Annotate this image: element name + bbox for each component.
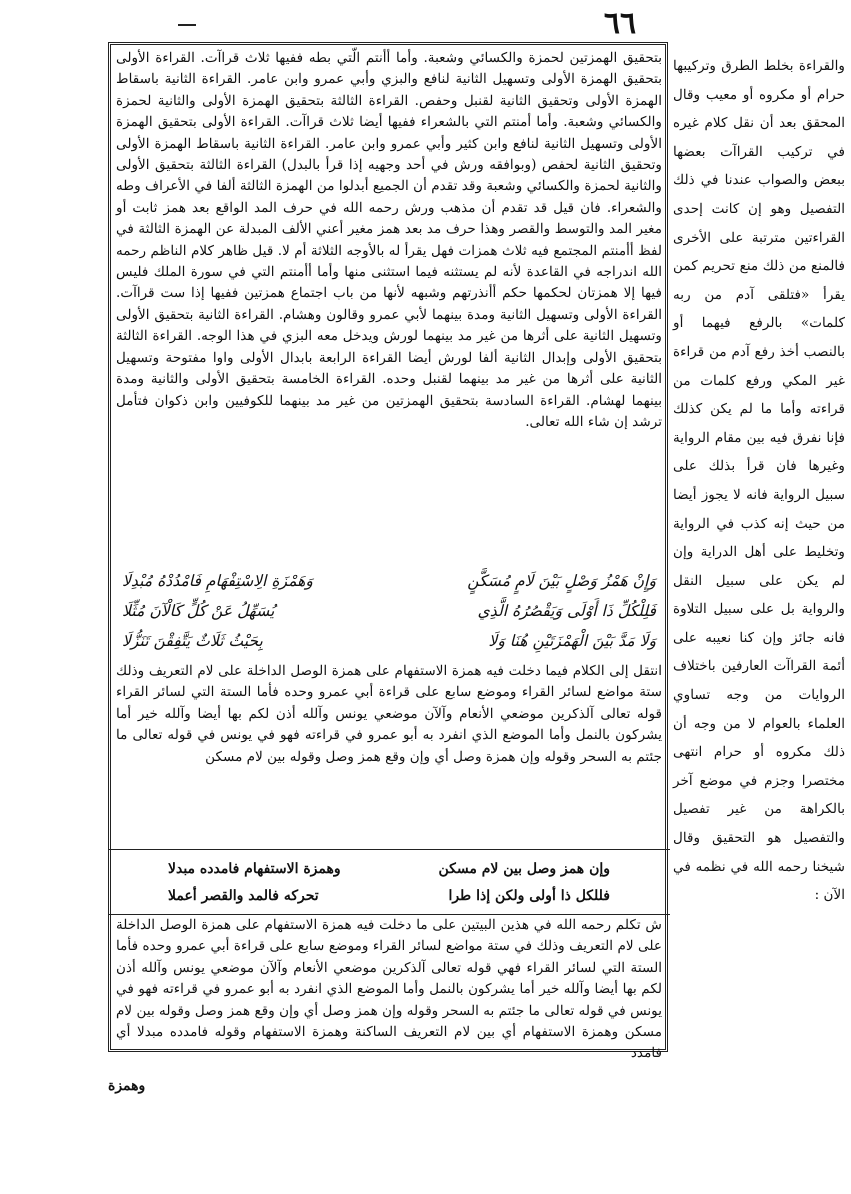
commentary-hemistich-left: وهمزة الاستفهام فامدده مبدلا [168,861,341,877]
main-paragraph-2: انتقل إلى الكلام فيما دخلت فيه همزة الاستفهام على همزة الوصل الداخلة على لام التعريف وذلك ستة مواضع لسائر القراء وموضع سابع على قراءة أبي عمرو وحده فأما الستة التي لسائر القراء قوله تعالى آلذكرين موضعي الأنعام وآلآن موضعي يونس وآلله أذن لكم بها أيضا وآلله خير أما يشركون بالنمل وأما الموضع الذي انفرد به أبو عمرو في قراءته فهو في يونس في قوله تعالى ما جئتم به السحر وقوله وإن همزة وصل أي وإن وقع همز وصل وقوله بين لام مسكن [116,663,662,765]
verse-line [116,596,662,626]
commentary-hemistich-right: وإن همز وصل بين لام مسكن [438,861,610,877]
verse-hemistich-right: فَلِلْكُلِّ ذَا أَوْلَى وَيَقْصُرُهُ الَّذِي [477,602,656,620]
catchword: وهمزة [108,1078,146,1094]
top-mark [178,24,196,26]
verse-line [116,626,662,656]
page-number: ٦٦ [603,6,637,41]
commentary-verse-line [168,856,610,883]
commentary-hemistich-right: فللكل ذا أولى ولكن إذا طرا [448,888,610,904]
verse-hemistich-right: وَإِنْ هَمْزُ وَصْلٍ بَيْنَ لَامٍ مُسَكَّنٍ [467,572,656,590]
verse-line [116,566,662,596]
verse-hemistich-left: يُسَهِّلُ عَنْ كُلٍّ كَالْآنَ مُثِّلَا [122,602,275,620]
commentary-verse-line [168,883,610,910]
verse-hemistich-right: وَلَا مَدَّ بَيْنَ الْهَمْزَتَيْنِ هُنَا وَلَا [488,632,656,650]
main-column [116,48,662,1062]
verse-hemistich-left: بِحَيْثُ ثَلَاثٌ يَتَّفِقْنَ تَنَزُّلَا [122,632,263,650]
margin-note-column: والقراءة بخلط الطرق وتركيبها حرام أو مكروه أو معيب وقال المحقق بعد أن نقل كلام غيره في تركيب القراآت بعضها ببعض والصواب عندنا في ذلك التفصيل وهو إن كانت إحدى القراءتين مترتبة على الأخرى فالمنع من ذلك منع تحريم كمن يقرأ «فتلقى آدم من ربه كلمات» بالرفع فيهما أو بالنصب أخذ رفع آدم من قراءة غير المكي ورفع كلمات من قراءته وأما ما لم يكن كذلك فإنا نفرق فيه بين مقام الرواية وغيرها فان قرأ بذلك على سبيل الرواية فانه لا يجوز أيضا من حيث إنه كذب في الرواية وتخليط على أهل الدراية وإن لم يكن على سبيل النقل والرواية بل على سبيل التلاوة فانه جائز وإن كنا نعيبه على أئمة القراآت العارفين باختلاف الروايات من وجه تساوي العلماء بالعوام لا من وجه أن ذلك مكروه أو حرام انتهى مختصرا وجزم في موضع آخر بالكراهة من غير تفصيل والتفصيل هو التحقيق وقال شيخنا رحمه الله في نظمه في الآن : [673,58,845,904]
main-paragraph-1: بتحقيق الهمزتين لحمزة والكسائي وشعبة. وأما أأنتم الّتي بطه ففيها ثلاث قراآت. القراءة الأولى بتحقيق الهمزة الأولى وتسهيل الثانية لنافع والبزي وأبي عمرو وابن عامر. القراءة الثانية باسقاط الهمزة الأولى وتحقيق الثانية لقنبل وحفص. القراءة الثالثة بتحقيق الهمزة الأولى والثانية لحمزة والكسائي وشعبة. وأما أمنتم التي بالشعراء ففيها أيضا ثلاث قراآت. القراءة الأولى بتحقيق الهمزة الأولى وتسهيل الثانية لنافع وابن كثير وأبي عمرو وابن عامر. القراءة الثانية باسقاط الهمزة الأولى وتحقيق الثانية لحفص (وبوافقه ورش في أحد وجهيه إذا قرأ بالبدل) القراءة الثالثة بتحقيق الأولى والثانية لحمزة والكسائي وشعبة وقد تقدم أن الجميع أبدلوا من الهمزة الثالثة ألفا في الأعراف وطه والشعراء. فان قيل قد تقدم أن مذهب ورش رحمه الله في حرف المد الواقع بعد همز ثابت أو مغير المد والتوسط والقصر وهذا حرف مد بعد همز مغير أعني الألف المبدلة عن الهمزة الثالثة في لفظ أأمنتم المجتمع فيه ثلاث همزات فهل يقرأ له بالأوجه الثلاثة أم لا. قيل ظاهر كلام الناظم رحمه الله اندراجه في القاعدة لأنه لم يستثنه فيما استثنى منها وأما أأمنتم التي في سورة الملك فليس فيها إلا همزتان لحكمها حكم أأنذرتهم وشبهه لأنها من باب اجتماع همزتين ففيها إذا ست قراآت. القراءة الأولى وتسهيل الثانية ومدة بينهما لأبي عمرو وقالون وهشام. القراءة الثانية بتحقيق الأولى وتسهيل الثانية على أثرها من غير مد بينهما لورش ويدخل معه البزي في هذا الوجه. القراءة الثالثة بتحقيق الأولى وإبدال الثانية ألفا لورش أيضا القراءة الرابعة بابدال الأولى واوا مفتوحة وتسهيل الثانية على أثرها من غير مد بينهما لقنبل وحده. القراءة الخامسة بتحقيق الأولى والثانية ومدة بينهما لهشام. القراءة السادسة بتحقيق الهمزتين من غير مد بينهما للكوفيين وابن ذكوان فتأمل ترشد إن شاء الله تعالى. [116,50,662,430]
commentary-hemistich-left: تحركه فالمد والقصر أعملا [168,888,319,904]
main-paragraph-3: ش تكلم رحمه الله في هذين البيتين على ما دخلت فيه همزة الاستفهام على همزة الوصل الداخلة على لام التعريف وذلك في ستة مواضع لسائر القراء وموضع سابع على قراءة أبي عمرو وحده فأما الستة التي لسائر القراء فهي قوله تعالى آلذكرين موضعي الأنعام وآلآن موضعي يونس وآلله أذن لكم بها أيضا وآلله خير أما يشركون بالنمل وأما الموضع الذي انفرد به أبو عمرو في قراءته فهو في يونس في قوله تعالى ما جئتم به السحر وقوله وإن همز وصل أي وإن وقع همز وصل وقوله بين لام مسكن وهمزة الاستفهام أي بين لام التعريف الساكنة وهمزة الاستفهام وقوله فامدده مبدلا أي فامدد [116,917,662,1062]
verse-hemistich-left: وَهَمْزَةِ الِاسْتِفْهَامِ فَامْدُدْهُ مُبْدِلَا [122,572,313,590]
commentary-verses [108,849,670,915]
poem-verses [116,566,662,661]
